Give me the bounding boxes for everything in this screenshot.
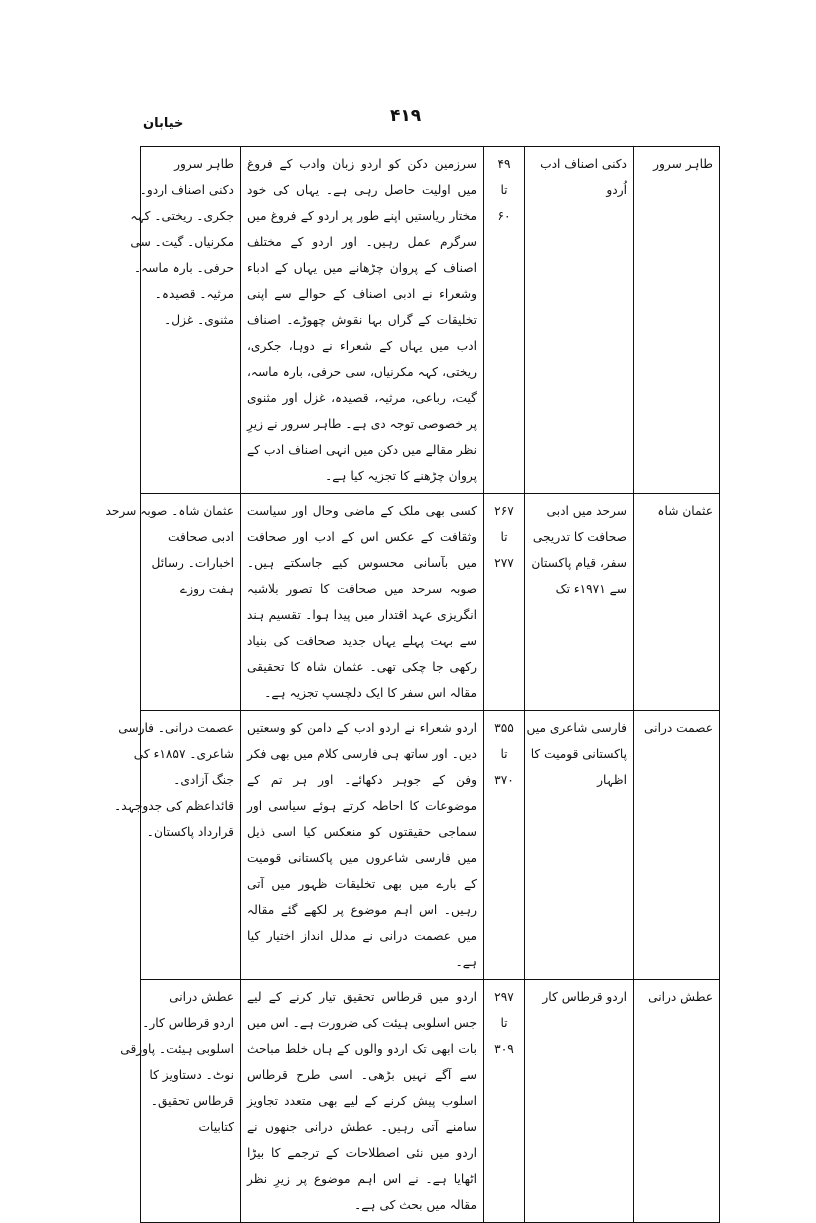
page-range-part: ۶۰ [497,209,511,223]
author-name: طاہر سرور [653,157,713,171]
title-line: سرحد میں ادبی [546,504,627,518]
index-table [105,146,720,1223]
page-range-part: ۳۵۵ [494,721,514,735]
title-line: فارسی شاعری میں [526,721,627,735]
page-range-part: ۳۰۹ [494,1042,514,1056]
summary-text: اردو میں قرطاس تحقیق تیار کرنے کے لیے جس اسلوبی ہیئت کی ضرورت ہے۔ اس میں بات ابھی تک اردو والوں کے ہاں خلط مباحث سے آگے نہیں بڑھی۔ اسی طرح قرطاس اسلوب پیش کرنے کے لیے بھی متعدد تجاویز سامنے آتی رہیں۔ عطش درانی جنھوں نے اردو میں نئی اصطلاحات کے ترجمے کا بیڑا اٹھایا ہے۔ نے اس اہم موضوع پر زیرِ نظر مقالہ میں بحث کی ہے۔ [247,990,477,1212]
pages-cell [484,980,525,1223]
keyword-line: مکرنیاں۔ گیت۔ سی [130,235,234,249]
keyword-line: مرثیہ۔ قصیدہ۔ [154,287,234,301]
keyword-line: عثمان شاہ۔ صوبہ سرحد [105,504,234,518]
keyword-line: کتابیات [198,1120,234,1134]
title-line: پاکستانی قومیت کا [530,747,627,761]
keyword-line: جنگ آزادی۔ [173,773,234,787]
author-cell [634,980,720,1223]
keyword-line: نوٹ۔ دستاویز کا [149,1068,234,1082]
keyword-line: عطش درانی [169,990,234,1004]
page-range-part: تا [500,747,508,761]
title-line: اردو قرطاس کار [542,990,627,1004]
keyword-line: قائداعظم کی جدوجہد۔ [114,799,234,813]
pages-cell [484,494,525,711]
author-cell [634,711,720,980]
pages-cell [484,147,525,494]
page-range-part: تا [500,183,508,197]
keyword-line: اخبارات۔ رسائل [151,556,234,570]
table-row [141,494,720,711]
author-cell [634,147,720,494]
table-row [141,711,720,980]
title-line: دکنی اصناف ادب [540,157,627,171]
keyword-line: اسلوبی ہیئت۔ پاورقی [120,1042,234,1056]
keyword-line: مثنوی۔ غزل۔ [164,313,234,327]
page-range-part: تا [500,1016,508,1030]
page-range-part: ۳۷۰ [494,773,514,787]
keyword-line: حرفی۔ بارہ ماسہ۔ [134,261,234,275]
keyword-line: ہفت روزے [180,582,234,596]
summary-text: سرزمین دکن کو اردو زبان وادب کے فروغ میں اولیت حاصل رہی ہے۔ یہاں کی خود مختار ریاستیں اپنے طور پر اردو کے فروغ میں سرگرم عمل رہیں۔ اور اردو کے مختلف اصناف کے پروان چڑھانے میں یہاں کے ادباء وشعراء نے ادبی اصناف کے حوالے سے اپنی تخلیقات کے گراں بہا نقوش چھوڑے۔ اصناف ادب میں یہاں کے شعراء نے دوہا، جکری، ریختی، کہہ مکرنیاں، سی حرفی، بارہ ماسہ، گیت، رباعی، مرثیہ، قصیدہ، غزل اور مثنوی پر خصوصی توجہ دی ہے۔ طاہر سرور نے زیرِ نظر مقالے میں دکن میں انہی اصناف ادب کے پروان چڑھنے کا تجزیہ کیا ہے۔ [247,157,477,483]
summary-text: کسی بھی ملک کے ماضی وحال اور سیاست وثقافت کے عکس اس کے ادب اور صحافت میں بآسانی محسوس کیے جاسکتے ہیں۔ صوبہ سرحد میں صحافت کا تصور بلاشبہ انگریزی عہد اقتدار میں پیدا ہوا۔ تقسیم ہند سے بہت پہلے یہاں جدید صحافت کی بنیاد رکھی جا چکی تھی۔ عثمان شاہ کا تحقیقی مقالہ اس سفر کا ایک دلچسپ تجزیہ ہے۔ [247,504,477,700]
summary-cell [241,980,484,1223]
keywords-cell [114,711,241,980]
author-name: عطش درانی [648,990,713,1004]
summary-cell [241,494,484,711]
page-range-part: ۲۷۷ [494,556,514,570]
keyword-line: شاعری۔ ۱۸۵۷ء کی [133,747,234,761]
title-cell [525,711,634,980]
keywords-cell [130,147,241,494]
keyword-line: اردو قرطاس کار۔ [142,1016,234,1030]
keyword-line: جکری۔ ریختی۔ کہہ [130,209,234,223]
page-number: ۴۱۹ [390,106,422,126]
keyword-line: طاہر سرور [174,157,234,171]
pages-cell [484,711,525,980]
journal-name: خیابان [143,116,184,131]
page-range-part: ۴۹ [497,157,511,171]
keyword-line: قرطاس تحقیق۔ [150,1094,234,1108]
title-line: اُردو [606,183,627,197]
author-cell [634,494,720,711]
keywords-cell [105,494,241,711]
title-cell [525,494,634,711]
page-range-part: ۲۶۷ [494,504,514,518]
keyword-line: دکنی اصناف اردو۔ [139,183,234,197]
index-table-body [105,147,720,1223]
title-cell [525,147,634,494]
table-row [141,980,720,1223]
summary-cell [241,711,484,980]
page-range-part: ۲۹۷ [494,990,514,1004]
table-row [141,147,720,494]
title-line: سفر، قیام پاکستان [531,556,627,570]
title-line: صحافت کا تدریجی [532,530,627,544]
title-line: اظہار [597,773,627,787]
title-cell [525,980,634,1223]
summary-cell [241,147,484,494]
keywords-cell [120,980,241,1223]
author-name: عصمت درانی [644,721,713,735]
keyword-line: عصمت درانی۔ فارسی [118,721,234,735]
summary-text: اردو شعراء نے اردو ادب کے دامن کو وسعتیں دیں۔ اور ساتھ ہی فارسی کلام میں بھی فکر وفن کے جوہر دکھائے۔ اور ہر تم کے موضوعات کا احاطہ کرتے ہوئے سیاسی اور سماجی حقیقتوں کو منعکس کیا اسی ذیل میں فارسی شاعروں میں پاکستانی قومیت کے بارے میں بھی تخلیقات ظہور میں آتی رہیں۔ اس اہم موضوع پر لکھے گئے مقالہ میں عصمت درانی نے مدلل انداز اختیار کیا ہے۔ [247,721,477,969]
keyword-line: ادبی صحافت [168,530,234,544]
page-range-part: تا [500,530,508,544]
author-name: عثمان شاہ [657,504,713,518]
keyword-line: قرارداد پاکستان۔ [146,825,234,839]
title-line: سے ۱۹۷۱ء تک [555,582,627,596]
